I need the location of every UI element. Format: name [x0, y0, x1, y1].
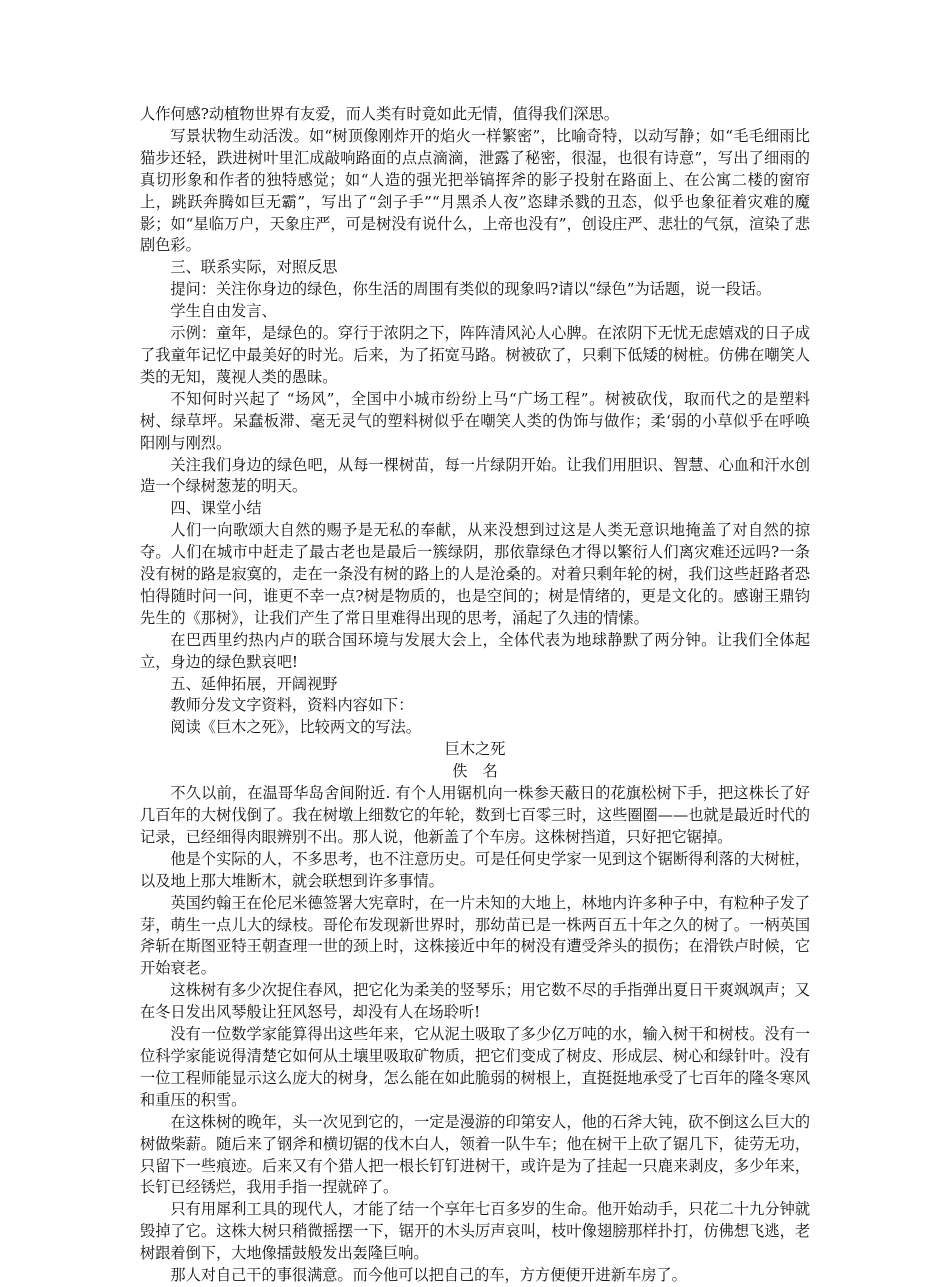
paragraph: 提问：关注你身边的绿色，你生活的周围有类似的现象吗?请以“绿色”为话题，说一段话。	[170, 280, 772, 299]
section-heading: 四、课堂小结	[170, 499, 262, 518]
paragraph: 教师分发文字资料，资料内容如下：	[170, 696, 414, 715]
article-paragraph: 不久以前，在温哥华岛舍间附近. 有个人用锯机向一株参天蔽日的花旗松树下手，把这株长了好几百年的大树伐倒了。我在树墩上细数它的年轮，数到七百零三时，这些圈圈——也就是最近时代的记录，已经细得肉眼辨别不出。那人说，他新盖了个车房。这株树挡道，只好把它锯掉。	[140, 784, 810, 846]
paragraph: 关注我们身边的绿色吧，从每一棵树苗，每一片绿阴开始。让我们用胆识、智慧、心血和汗水创造一个绿树葱茏的明天。	[140, 455, 810, 496]
paragraph: 写景状物生动活泼。如“树顶像刚炸开的焰火一样繁密”，比喻奇特，以动写静；如“毛毛细雨比猫步还轻，跌进树叶里汇成敲响路面的点点滴滴，泄露了秘密，很湿，也很有诗意”，写出了细雨的真切形象和作者的独特感觉；如“人造的强光把举镐挥斧的影子投射在路面上、在公寓二楼的窗帘上，跳跃奔腾如巨无霸”，写出了“刽子手”“月黑杀人夜”恣肆杀戮的丑态，似乎也象征着灾难的魔影；如“星临万户，天象庄严，可是树没有说什么，上帝也没有”，创设庄严、悲壮的气氛，渲染了悲剧色彩。	[140, 126, 810, 255]
paragraph: 示例：童年，是绿色的。穿行于浓阴之下，阵阵清风沁人心脾。在浓阴下无忧无虑嬉戏的日子成了我童年记忆中最美好的时光。后来，为了拓宽马路。树被砍了，只剩下低矮的树桩。仿佛在嘲笑人类的无知，蔑视人类的愚昧。	[140, 324, 810, 386]
article-author: 佚 名	[452, 762, 498, 781]
article-paragraph: 在这株树的晚年，头一次见到它的，一定是漫游的印第安人，他的石斧大钝，砍不倒这么巨大的树做柴薪。随后来了钢斧和横切锯的伐木白人，领着一队牛车；他在树干上砍了锯几下，徒劳无功，只留下一些痕迹。后来又有个猎人把一根长钉钉进树干，或许是为了挂起一只鹿来剥皮，多少年来，长钉已经锈烂，我用手指一捏就碎了。	[140, 1112, 810, 1197]
section-heading: 五、延伸拓展，开阔视野	[170, 674, 338, 693]
reading-article	[140, 739, 810, 1287]
lesson-section	[140, 104, 810, 739]
article-paragraph: 他是个实际的人，不多思考，也不注意历史。可是任何史学家一见到这个锯断得利落的大树桩，以及地上那大堆断木，就会联想到许多事情。	[140, 849, 810, 890]
paragraph: 在巴西里约热内卢的联合国环境与发展大会上，全体代表为地球静默了两分钟。让我们全体起立，身边的绿色默哀吧!	[140, 630, 810, 671]
article-paragraph: 英国约翰王在伦尼米德签署大宪章时，在一片未知的大地上，林地内许多种子中，有粒种子发了芽，萌生一点儿大的绿枝。哥伦布发现新世界时，那幼苗已是一株两百五十年之久的树了。一柄英国斧斩在斯图亚特王朝查理一世的颈上时，这株接近中年的树没有遭受斧头的损伤；在滑铁卢时候，它开始衰老。	[140, 893, 810, 978]
paragraph: 人作何感?动植物世界有友爱，而人类有时竟如此无情，值得我们深思。	[140, 105, 619, 123]
article-paragraph: 只有用犀利工具的现代人，才能了结一个享年七百多岁的生命。他开始动手，只花二十九分钟就毁掉了它。这株大树只稍微摇摆一下，锯开的木头厉声哀叫，枝叶像翅膀那样扑打，仿佛想飞逃，老树跟着倒下，大地像擂鼓般发出轰隆巨响。	[140, 1200, 810, 1263]
section-heading: 三、联系实际，对照反思	[170, 258, 338, 277]
article-title: 巨木之死	[444, 740, 506, 759]
article-paragraph: 那人对自己干的事很满意。而今他可以把自己的车，方方便便开进新车房了。	[170, 1266, 687, 1285]
paragraph: 学生自由发言、	[170, 302, 277, 321]
article-paragraph: 这株树有多少次捉住春风，把它化为柔美的竖琴乐；用它数不尽的手指弹出夏日干爽飒飒声；又在冬日发出风琴般让狂风怒号，却没有人在场聆听!	[140, 981, 810, 1022]
paragraph: 阅读《巨木之死》，比较两文的写法。	[170, 718, 421, 737]
paragraph: 人们一向歌颂大自然的赐予是无私的奉献，从来没想到过这是人类无意识地掩盖了对自然的掠夺。人们在城市中赶走了最古老也是最后一簇绿阴，那依靠绿色才得以繁衍人们离灾难还远吗?一条没有树的路是寂寞的，走在一条没有树的路上的人是沧桑的。对着只剩年轮的树，我们这些赶路者恐怕得随时问一问，谁更不幸一点?树是物质的，也是空间的；树是情绪的，更是文化的。感谢王鼎钧先生的《那树》，让我们产生了常日里难得出现的思考，涌起了久违的情愫。	[140, 521, 810, 627]
article-paragraph: 没有一位数学家能算得出这些年来，它从泥土吸取了多少亿万吨的水，输入树干和树枝。没有一位科学家能说得清楚它如何从土壤里吸取矿物质，把它们变成了树皮、形成层、树心和绿针叶。没有一位工程师能显示这么庞大的树身，怎么能在如此脆弱的树根上，直挺挺地承受了七百年的隆冬寒风和重压的积雪。	[140, 1025, 810, 1109]
paragraph: 不知何时兴起了 “场风”，全国中小城市纷纷上马“广场工程”。树被砍伐，取而代之的是塑料树、绿草坪。呆蠢板滞、毫无灵气的塑料树似乎在嘲笑人类的伪饰与做作；柔‘弱的小草似乎在呼唤阳刚与刚烈。	[140, 389, 810, 452]
